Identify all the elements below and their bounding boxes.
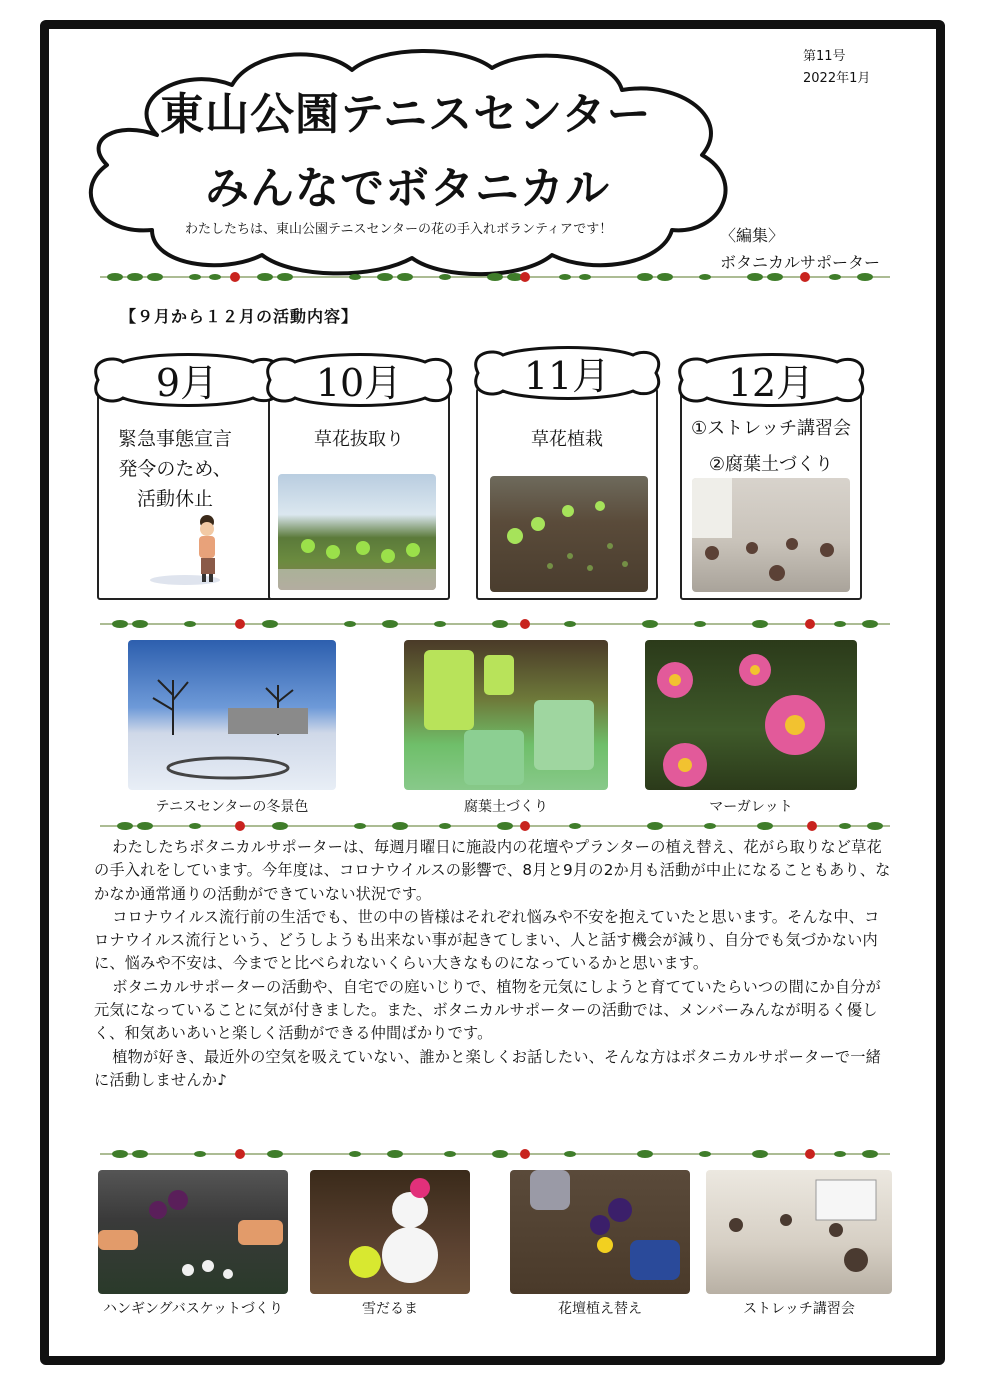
caption-marguerite: マーガレット — [709, 799, 793, 815]
title-line-2: みんなでボタニカル — [205, 163, 610, 214]
month-text-sep: 緊急事態宣言発令のため、活動休止 — [117, 428, 232, 510]
month-label-sep: 9月 — [155, 361, 219, 405]
activities-heading: 【９月から１２月の活動内容】 — [120, 307, 359, 326]
month-text-dec-1: ①ストレッチ講習会 — [691, 418, 851, 439]
caption-flowerbed-replant: 花壇植え替え — [558, 1301, 642, 1317]
month-label-oct: 10月 — [315, 361, 403, 405]
vine-divider-4 — [100, 1145, 890, 1163]
editor-name: ボタニカルサポーター — [720, 253, 881, 272]
issue-date: 2022年1月 — [803, 71, 871, 86]
photo-oct-weeding — [278, 474, 436, 590]
photo-marguerite — [645, 640, 857, 790]
photo-flowerbed-replant — [510, 1170, 690, 1294]
subtitle: わたしたちは、東山公園テニスセンターの花の手入れボランティアです！ — [185, 222, 613, 237]
body-paragraph-4: 植物が好き、最近外の空気を吸えていない、誰かと楽しくお話したい、そんな方はボタニカルサポーターで一緒に活動しませんか♪ — [94, 1047, 882, 1089]
issue-info — [803, 46, 870, 90]
caption-snowman: 雪だるま — [362, 1301, 418, 1317]
photo-winter-scene — [128, 640, 336, 790]
photo-hanging-basket — [98, 1170, 288, 1294]
photo-stretch-class — [706, 1170, 892, 1294]
caption-hanging-basket: ハンギングバスケットづくり — [102, 1301, 284, 1317]
month-text-oct: 草花抜取り — [314, 429, 404, 450]
body-paragraph-2: コロナウイルス流行前の生活でも、世の中の皆様はそれぞれ悩みや不安を抱えていたと思います。そんな中、コロナウイルス流行という、どうしようも出来ない事が起きてしまい、人と話す機会が減り、自分でも気づかない内に、悩みや不安は、今までと比べられないくらい大きなものになっているかと思います。 — [94, 907, 880, 973]
caption-stretch-class: ストレッチ講習会 — [743, 1301, 855, 1317]
body-paragraph-3: ボタニカルサポーターの活動や、自宅での庭いじりで、植物を元気にしようと育てていたらいつの間にか自分が元気になっていることに気が付きました。また、ボタニカルサポーターの活動では、メンバーみんなが明るく優しく、和気あいあいと楽しく活動ができる仲間ばかりです。 — [94, 977, 882, 1043]
caption-winter-scene: テニスセンターの冬景色 — [155, 799, 309, 815]
month-text-nov: 草花植栽 — [531, 429, 603, 450]
issue-number: 第11号 — [803, 49, 846, 64]
vine-divider-1 — [100, 268, 890, 286]
body-paragraph-1: わたしたちボタニカルサポーターは、毎週月曜日に施設内の花壇やプランターの植え替え、花がら取りなど草花の手入れをしています。今年度は、コロナウイルスの影響で、8月と9月の2か月も活動が中止になることもあり、なかなか通常通りの活動ができていない状況です。 — [94, 838, 891, 903]
photo-snowman — [310, 1170, 470, 1294]
person-illustration-icon — [150, 512, 230, 590]
editor-label: 〈編集〉 — [720, 226, 785, 245]
photo-leaf-mold — [404, 640, 608, 790]
photo-nov-planting — [490, 476, 648, 592]
vine-divider-2 — [100, 615, 890, 633]
month-label-nov: 11月 — [523, 354, 611, 398]
photo-dec-stretch — [692, 478, 850, 592]
caption-leaf-mold: 腐葉土づくり — [464, 799, 548, 815]
month-label-dec: 12月 — [727, 361, 815, 405]
title-line-1: 東山公園テニスセンター — [160, 89, 652, 140]
body-text — [94, 836, 894, 1092]
vine-divider-3 — [100, 817, 890, 835]
month-text-dec-2: ②腐葉土づくり — [708, 454, 834, 475]
